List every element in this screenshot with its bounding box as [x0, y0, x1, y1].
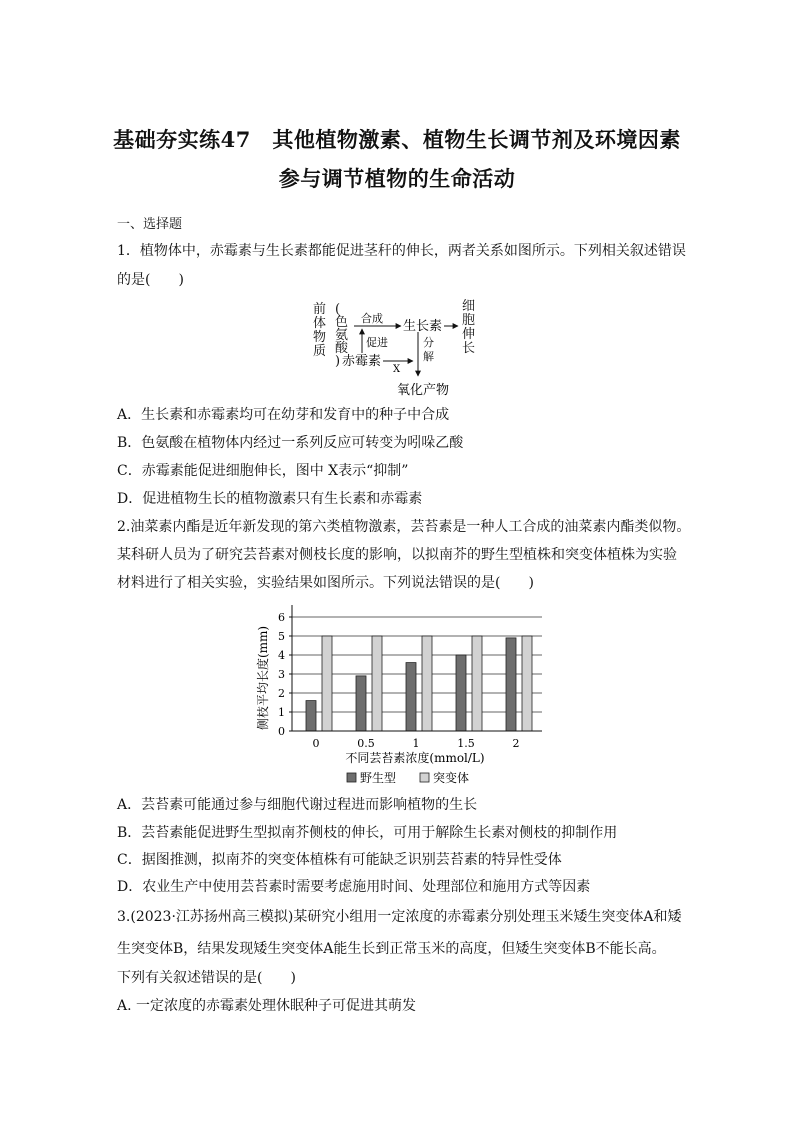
y-tick-label: 5: [278, 630, 285, 643]
y-tick-label: 2: [278, 687, 285, 700]
bar-wild-type: [306, 701, 316, 731]
bar-mutant: [422, 636, 432, 731]
bar-mutant: [322, 636, 332, 731]
diagram-decompose: 分解: [423, 336, 434, 363]
q2-stem-line1: 2.油菜素内酯是近年新发现的第六类植物激素，芸苔素是一种人工合成的油菜素内酯类似物。: [117, 519, 691, 535]
q3-stem-line2: 生突变体B，结果发现矮生突变体A能生长到正常玉米的高度，但矮生突变体B不能长高。: [117, 941, 666, 957]
q2-option-c: C．据图推测，拟南芥的突变体植株有可能缺乏识别芸苔素的特异性受体: [117, 852, 562, 868]
q2-stem-line2: 某科研人员为了研究芸苔素对侧枝长度的影响，以拟南芥的野生型植株和突变体植株为实验: [117, 547, 677, 563]
diagram-precursor: 前体物质: [313, 302, 327, 359]
title-line2: 参与调节植物的生命活动: [278, 166, 516, 191]
bar-mutant: [472, 636, 482, 731]
x-axis-label: 不同芸苔素浓度(mmol/L): [345, 751, 485, 765]
legend-label: 野生型: [360, 771, 397, 785]
q2-option-a: A．芸苔素可能通过参与细胞代谢过程进而影响植物的生长: [117, 797, 478, 813]
diagram-elongation: 细胞伸长: [462, 299, 476, 356]
q2-bar-chart: [250, 600, 550, 790]
q2-option-d: D．农业生产中使用芸苔素时需要考虑施用时间、处理部位和施用方式等因素: [117, 879, 591, 895]
x-tick-label: 2: [512, 737, 520, 750]
diagram-ga: 赤霉素: [342, 354, 382, 369]
q1-diagram: [305, 296, 495, 402]
diagram-synth-label: 合成: [361, 312, 383, 325]
y-tick-label: 0: [278, 725, 285, 738]
x-tick-label: 1: [412, 737, 420, 750]
q3-stem-line3: 下列有关叙述错误的是( ): [117, 970, 296, 986]
bar-mutant: [522, 636, 532, 731]
legend-swatch: [420, 773, 429, 782]
q3-option-a: A. 一定浓度的赤霉素处理休眠种子可促进其萌发: [117, 998, 417, 1014]
q1-option-a: A．生长素和赤霉素均可在幼芽和发育中的种子中合成: [117, 407, 450, 423]
diagram-auxin: 生长素: [403, 319, 443, 334]
bar-wild-type: [456, 655, 466, 731]
q3-stem-line1: 3.(2023·江苏扬州高三模拟)某研究小组用一定浓度的赤霉素分别处理玉米矮生突变体A和矮: [117, 909, 682, 925]
x-tick-label: 1.5: [457, 737, 475, 750]
diagram-x-label: X: [393, 364, 401, 375]
y-tick-label: 4: [278, 649, 285, 662]
bar-wild-type: [406, 663, 416, 731]
section-heading: 一、选择题: [117, 217, 183, 232]
q1-option-c: C．赤霉素能促进细胞伸长，图中 X表示“抑制”: [117, 463, 409, 479]
x-tick-label: 0: [312, 737, 320, 750]
q2-stem-line3: 材料进行了相关实验，实验结果如图所示。下列说法错误的是( ): [117, 575, 534, 591]
q2-option-b: B．芸苔素能促进野生型拟南芥侧枝的伸长，可用于解除生长素对侧枝的抑制作用: [117, 825, 618, 841]
y-tick-label: 1: [278, 706, 285, 719]
bar-wild-type: [356, 676, 366, 731]
title-line1: 基础夯实练47 其他植物激素、植物生长调节剂及环境因素: [113, 127, 681, 152]
legend-swatch: [347, 773, 356, 782]
y-axis-label: 侧枝平均长度(mm): [256, 625, 270, 731]
q1-option-d: D．促进植物生长的植物激素只有生长素和赤霉素: [117, 491, 423, 507]
diagram-oxidized: 氧化产物: [397, 383, 450, 398]
x-tick-label: 0.5: [357, 737, 375, 750]
diagram-trp: (色氨酸): [335, 302, 349, 369]
q1-stem-line1: 1．植物体中，赤霉素与生长素都能促进茎秆的伸长，两者关系如图所示。下列相关叙述错误: [117, 243, 686, 259]
q1-stem-line2: 的是( ): [117, 272, 184, 288]
y-tick-label: 6: [278, 611, 285, 624]
bar-wild-type: [506, 638, 516, 731]
diagram-promote-label: 促进: [366, 336, 388, 349]
y-tick-label: 3: [278, 668, 285, 681]
legend-label: 突变体: [433, 771, 470, 785]
bar-mutant: [372, 636, 382, 731]
q1-option-b: B．色氨酸在植物体内经过一系列反应可转变为吲哚乙酸: [117, 435, 464, 451]
